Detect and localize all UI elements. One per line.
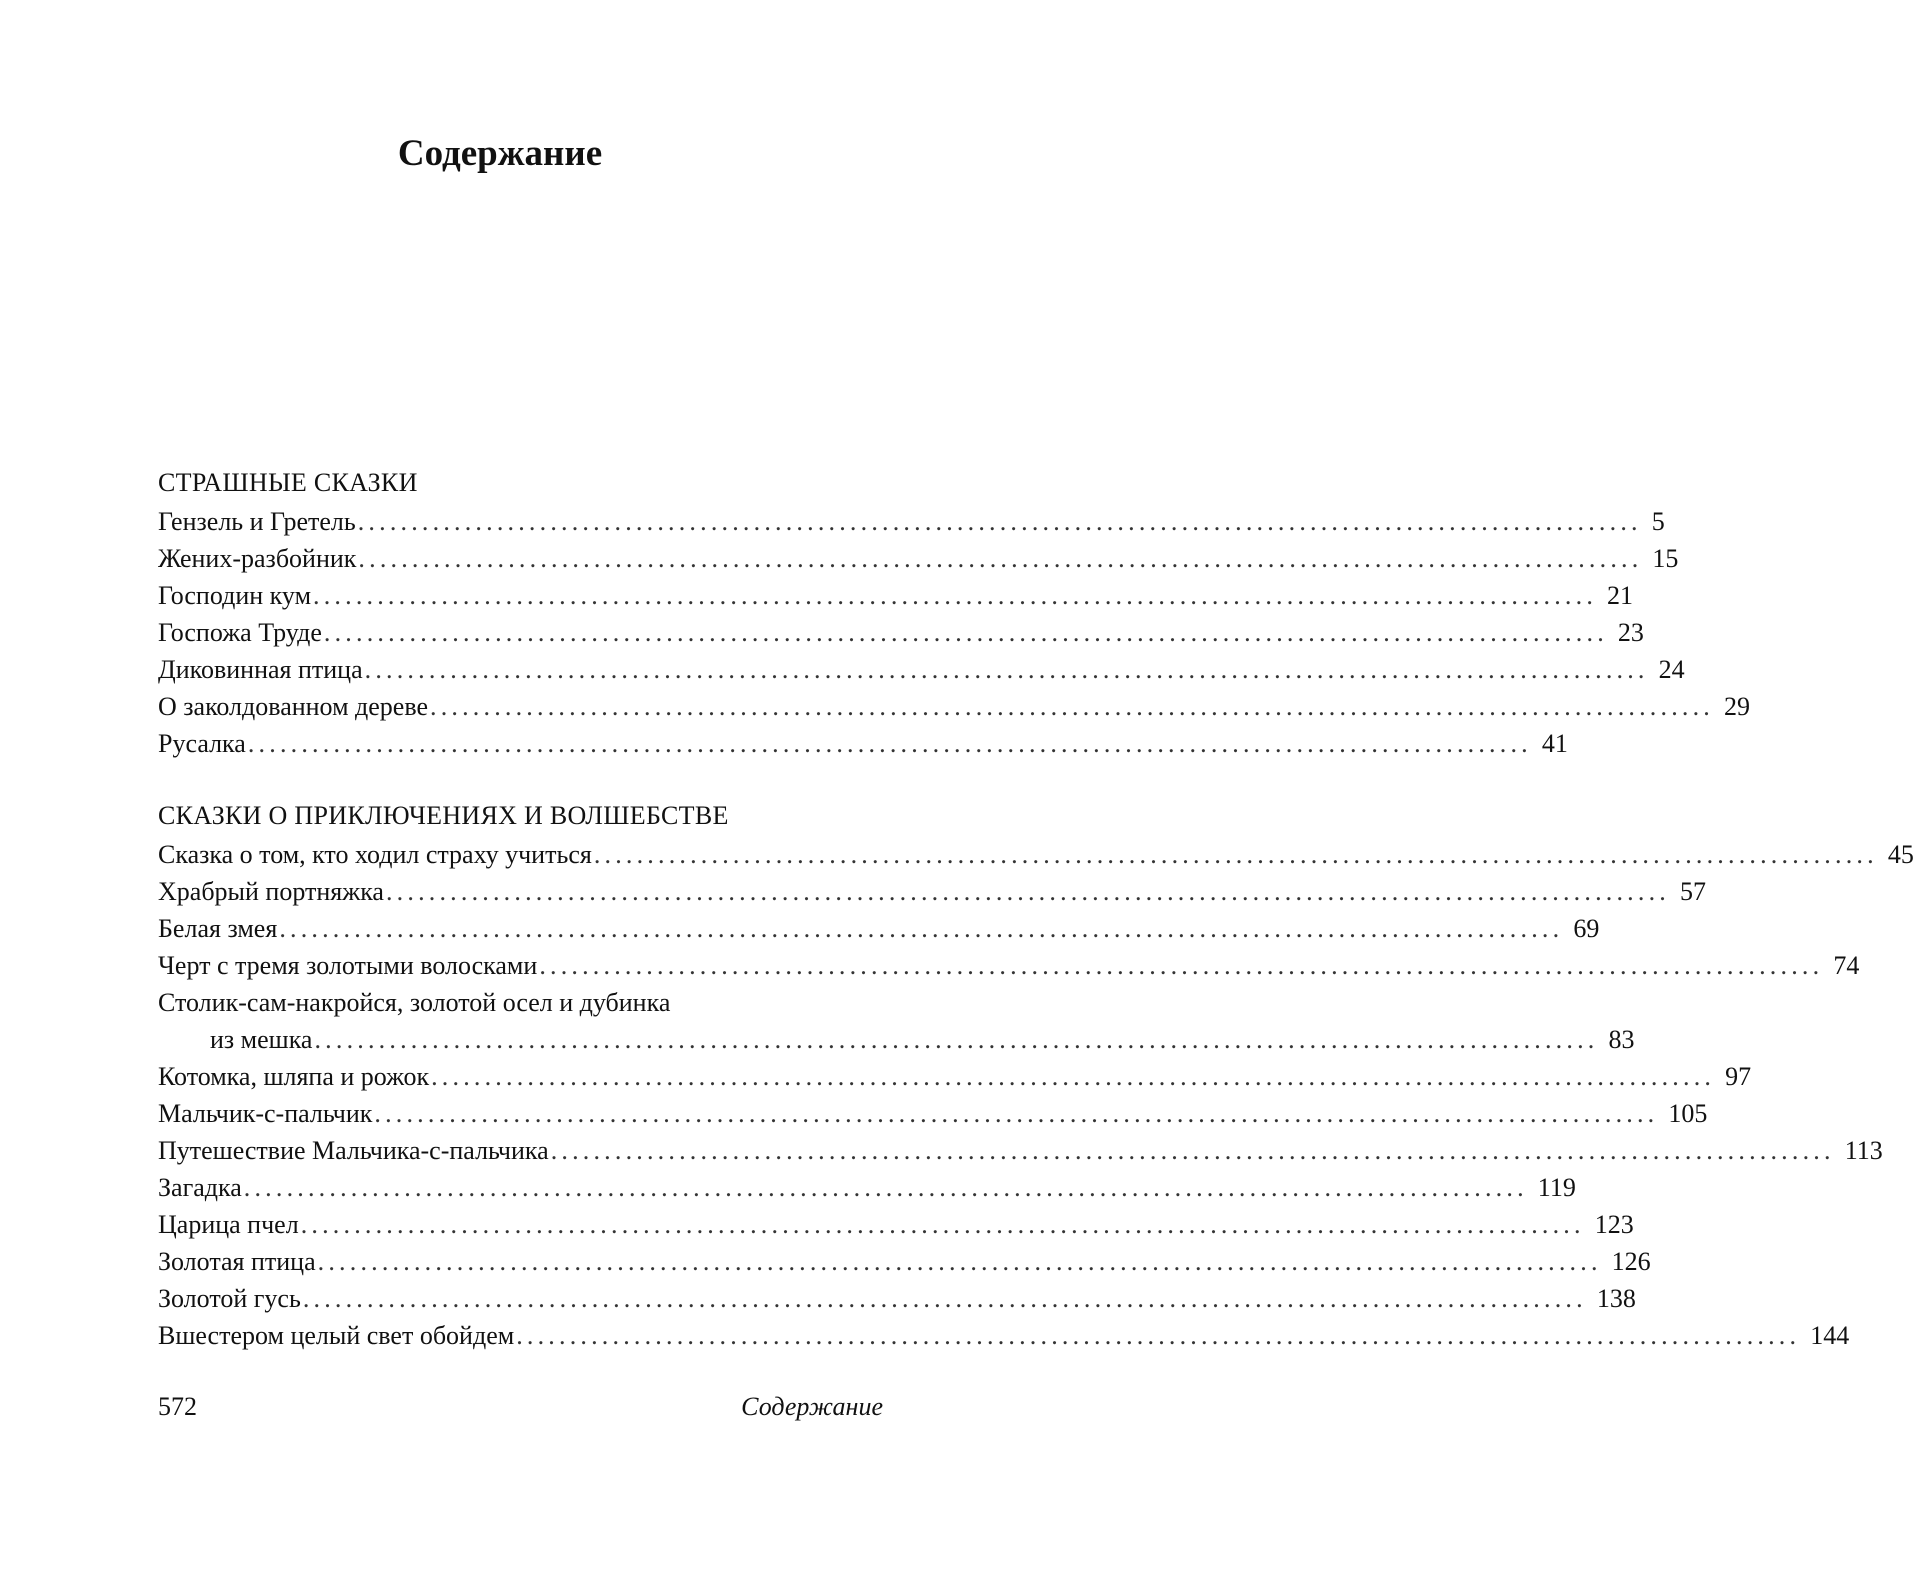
toc-entry-title: Госпожа Труде — [158, 618, 322, 647]
toc-entry[interactable] — [158, 503, 1665, 540]
footer-running-title: Содержание — [741, 1392, 883, 1421]
dot-leader: ........................................................................................................................ — [431, 1062, 1716, 1091]
toc-entry-title: Загадка — [158, 1173, 242, 1202]
toc-entry-title: Золотой гусь — [158, 1284, 301, 1313]
toc-entry-page: 144 — [1810, 1321, 1850, 1350]
toc-entry-continuation[interactable] — [210, 1021, 1635, 1058]
dot-leader: ........................................................................................................................ — [516, 1321, 1801, 1350]
toc-entry-page: 126 — [1611, 1247, 1651, 1276]
toc-entry[interactable] — [158, 910, 1600, 947]
dot-leader: ........................................................................................................................ — [364, 655, 1649, 684]
toc-entry-title: Гензель и Гретель — [158, 507, 356, 536]
toc-entry[interactable] — [158, 1169, 1576, 1206]
toc-entry-title: Мальчик-с-пальчик — [158, 1099, 373, 1128]
toc-entry[interactable] — [158, 1243, 1651, 1280]
dot-leader: ........................................................................................................................ — [430, 692, 1714, 721]
toc-entry[interactable] — [158, 540, 1679, 577]
dot-leader: ........................................................................................................................ — [302, 1284, 1587, 1313]
toc-entry-page: 29 — [1724, 692, 1750, 721]
toc-entry-page: 24 — [1658, 655, 1685, 684]
toc-entry-page: 83 — [1608, 1025, 1635, 1054]
toc-entry-page: 69 — [1573, 914, 1600, 943]
toc-entry-page: 97 — [1725, 1062, 1752, 1091]
toc-entry-title: Царица пчел — [158, 1210, 299, 1239]
toc-entry-title: Путешествие Мальчика-с-пальчика — [158, 1136, 549, 1165]
toc-entry-title: Золотая птица — [158, 1247, 316, 1276]
toc-entry-title: Сказка о том, кто ходил страху учиться — [158, 840, 592, 869]
toc-entry-title: Жених-разбойник — [158, 544, 357, 573]
toc-entry-title: Господин кум — [158, 581, 312, 610]
toc-entry[interactable] — [158, 1280, 1636, 1317]
toc-entry-page: 45 — [1887, 840, 1914, 869]
toc-entry-title: Русалка — [158, 729, 246, 758]
toc-entry[interactable] — [158, 1058, 1752, 1095]
section-heading-adventure-tales: СКАЗКИ О ПРИКЛЮЧЕНИЯХ И ВОЛШЕБСТВЕ — [158, 801, 729, 830]
toc-entry-title: Храбрый портняжка — [158, 877, 384, 906]
toc-entry[interactable] — [158, 1206, 1634, 1243]
toc-entry[interactable] — [158, 947, 1860, 984]
dot-leader: ........................................................................................................................ — [374, 1099, 1659, 1128]
toc-entry[interactable] — [158, 725, 1568, 762]
section-heading-scary-tales: СТРАШНЫЕ СКАЗКИ — [158, 468, 418, 497]
toc-entry[interactable] — [158, 873, 1706, 910]
dot-leader: ........................................................................................................................ — [385, 877, 1670, 906]
dot-leader: ........................................................................................................................ — [550, 1136, 1835, 1165]
dot-leader: ........................................................................................................................ — [313, 581, 1598, 610]
toc-entry-title: Черт с тремя золотыми волосками — [158, 951, 538, 980]
page-title: Содержание — [397, 133, 603, 174]
toc-entry-page: 41 — [1541, 729, 1568, 758]
toc-entry-page: 105 — [1668, 1099, 1708, 1128]
toc-entry-title: Вшестером целый свет обойдем — [158, 1321, 515, 1350]
dot-leader: ........................................................................................................................ — [300, 1210, 1585, 1239]
toc-entry[interactable] — [158, 1132, 1883, 1169]
toc-entry-title: Столик-сам-накройся, золотой осел и дубинка — [158, 988, 671, 1017]
toc-entry-page: 113 — [1844, 1136, 1883, 1165]
toc-entry-page: 15 — [1652, 544, 1679, 573]
toc-entry-page: 21 — [1607, 581, 1634, 610]
dot-leader: ........................................................................................................................ — [314, 1025, 1599, 1054]
toc-entry[interactable] — [158, 688, 1750, 725]
dot-leader: ........................................................................................................................ — [247, 729, 1532, 758]
toc-entry[interactable] — [158, 614, 1644, 651]
toc-entry-title: Диковинная птица — [158, 655, 363, 684]
toc-entry[interactable] — [158, 1095, 1708, 1132]
toc-entry-page: 74 — [1833, 951, 1860, 980]
toc-entry-title: О заколдованном дереве — [158, 692, 428, 721]
dot-leader: ........................................................................................................................ — [539, 951, 1824, 980]
footer-page-number: 572 — [158, 1392, 197, 1421]
toc-entry[interactable] — [158, 651, 1685, 688]
toc-entry-title: из мешка — [210, 1025, 313, 1054]
toc-entry-title: Белая змея — [158, 914, 278, 943]
dot-leader: ........................................................................................................................ — [317, 1247, 1602, 1276]
toc-entry[interactable] — [158, 577, 1634, 614]
toc-entry-page: 57 — [1679, 877, 1706, 906]
dot-leader: ........................................................................................................................ — [279, 914, 1564, 943]
dot-leader: ........................................................................................................................ — [243, 1173, 1528, 1202]
toc-entry[interactable] — [158, 1317, 1850, 1354]
toc-entry-page: 23 — [1617, 618, 1644, 647]
dot-leader: ........................................................................................................................ — [323, 618, 1608, 647]
toc-entry-title: Котомка, шляпа и рожок — [158, 1062, 430, 1091]
dot-leader: ........................................................................................................................ — [357, 507, 1642, 536]
toc-entry-page: 5 — [1651, 507, 1665, 536]
toc-entry-page: 119 — [1537, 1173, 1576, 1202]
toc-entry[interactable] — [158, 984, 874, 1021]
dot-leader: ........................................................................................................................ — [358, 544, 1643, 573]
toc-entry-page: 123 — [1594, 1210, 1634, 1239]
dot-leader: ........................................................................................................................ — [593, 840, 1878, 869]
toc-entry[interactable] — [158, 836, 1914, 873]
toc-entry-page: 138 — [1596, 1284, 1636, 1313]
